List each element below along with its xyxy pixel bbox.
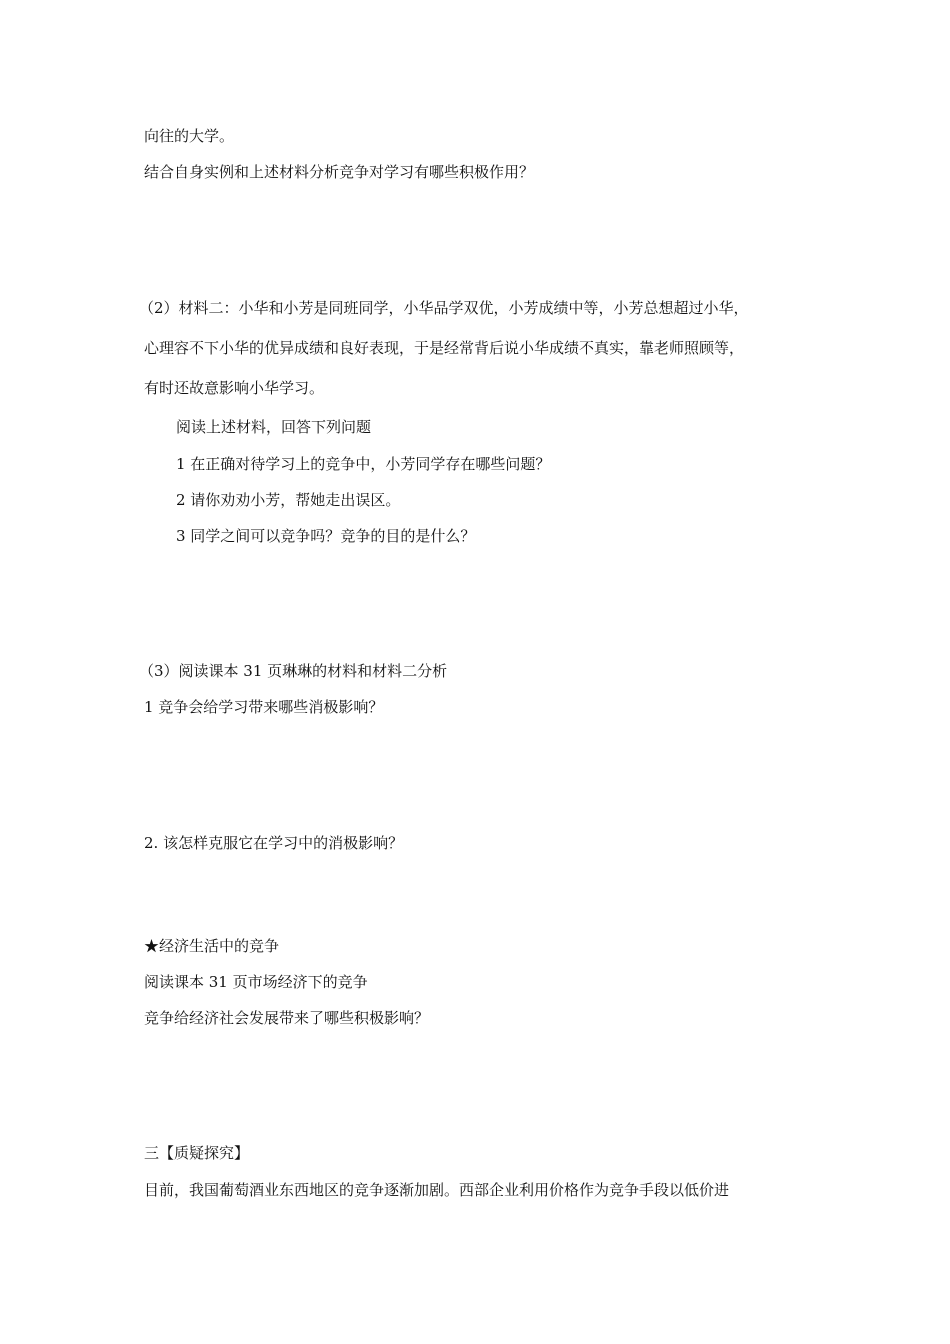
question-2: 2 请你劝劝小芳，帮她走出误区。 — [176, 491, 401, 509]
material-two-line-1: （2）材料二：小华和小芳是同班同学，小华品学双优，小芳成绩中等，小芳总想超过小华， — [139, 299, 749, 317]
section-3-question-1: 1 竞争会给学习带来哪些消极影响？ — [144, 698, 384, 716]
economic-question: 竞争给经济社会发展带来了哪些积极影响？ — [144, 1009, 430, 1027]
closing-paragraph-line: 目前，我国葡萄酒业东西地区的竞争逐渐加剧。西部企业利用价格作为竞争手段以低价进 — [144, 1181, 730, 1199]
text-line-2: 结合自身实例和上述材料分析竞争对学习有哪些积极作用？ — [144, 163, 535, 181]
instruction-line: 阅读上述材料，回答下列问题 — [176, 418, 372, 436]
economic-competition-heading: ★经济生活中的竞争 — [144, 937, 280, 955]
material-two-line-3: 有时还故意影响小华学习。 — [144, 379, 325, 397]
question-1: 1 在正确对待学习上的竞争中，小芳同学存在哪些问题？ — [176, 455, 551, 473]
text-line-1: 向往的大学。 — [144, 127, 235, 145]
material-two-line-2: 心理容不下小华的优异成绩和良好表现，于是经常背后说小华成绩不真实，靠老师照顾等， — [144, 339, 745, 357]
question-3: 3 同学之间可以竞争吗？竞争的目的是什么？ — [176, 527, 476, 545]
section-three-heading: 三【质疑探究】 — [144, 1144, 250, 1162]
section-3-heading: （3）阅读课本 31 页琳琳的材料和材料二分析 — [139, 662, 448, 680]
section-3-question-2: 2. 该怎样克服它在学习中的消极影响？ — [144, 834, 404, 852]
economic-reading-line: 阅读课本 31 页市场经济下的竞争 — [144, 973, 368, 991]
